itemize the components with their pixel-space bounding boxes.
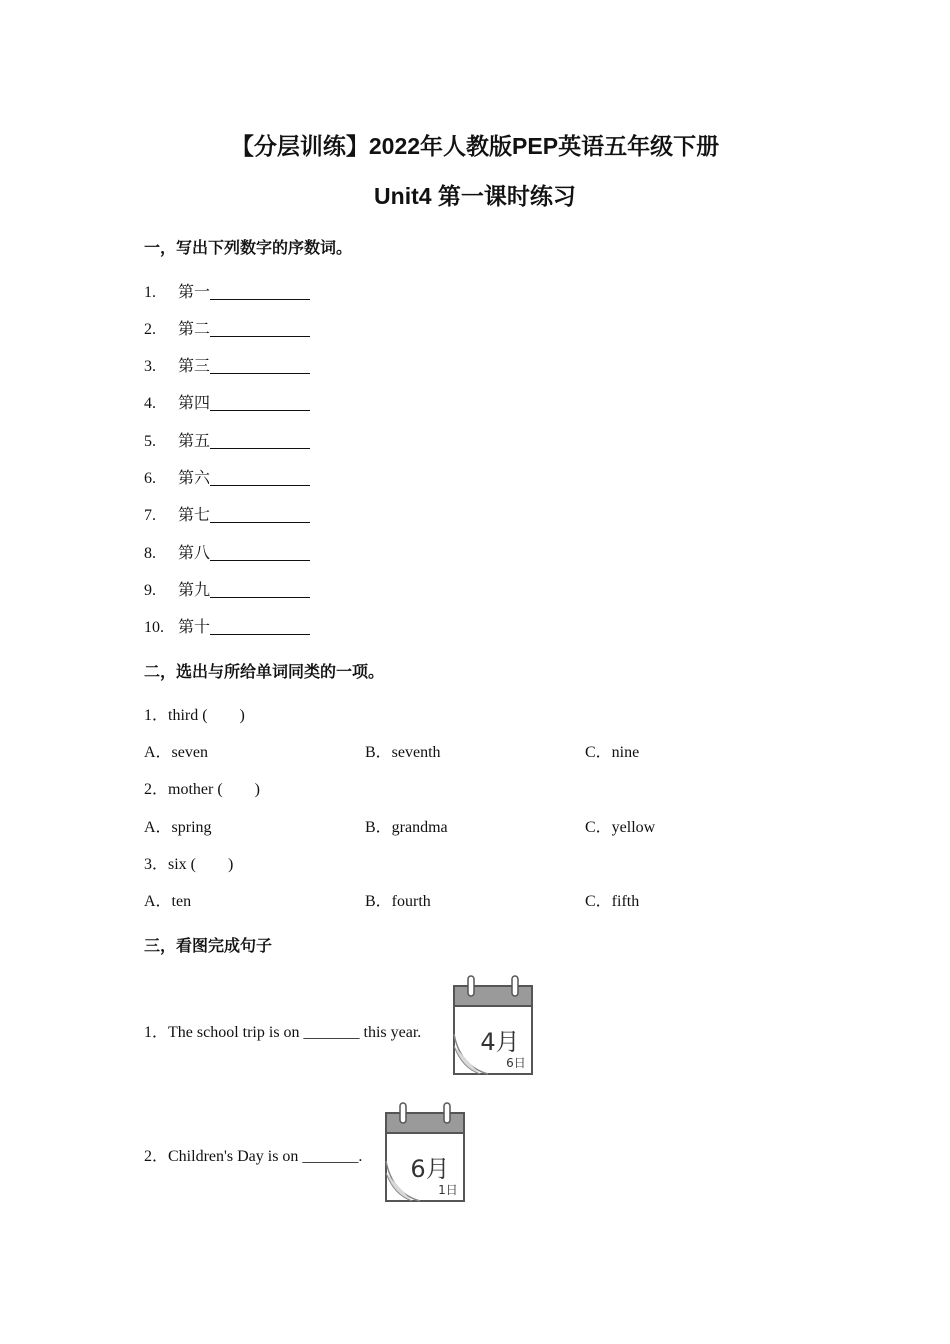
answer-blank[interactable] xyxy=(210,506,310,523)
option-b[interactable]: B．fourth xyxy=(365,893,431,910)
list-item: 6. 第六 xyxy=(144,465,310,488)
list-item: 2. 第二 xyxy=(144,316,310,339)
list-item: 5. 第五 xyxy=(144,428,310,451)
list-item: 1. 第一 xyxy=(144,279,310,302)
section-1-heading: 一，写出下列数字的序数词。 xyxy=(144,240,353,257)
answer-blank[interactable] xyxy=(210,618,310,635)
list-item: 8. 第八 xyxy=(144,540,310,563)
answer-blank[interactable] xyxy=(210,394,310,411)
option-a[interactable]: A．spring xyxy=(144,819,212,836)
page-subtitle: Unit4 第一课时练习 xyxy=(374,183,576,209)
calendar-icon xyxy=(384,1101,466,1203)
sentence-2: 2．Children's Day is on _______. xyxy=(144,1148,363,1165)
option-a[interactable]: A．ten xyxy=(144,893,192,910)
option-c[interactable]: C．nine xyxy=(585,744,640,761)
list-item: 4. 第四 xyxy=(144,390,310,413)
svg-text:6日: 6日 xyxy=(506,1056,526,1070)
sentence-1: 1．The school trip is on _______ this year. xyxy=(144,1024,422,1041)
list-item: 7. 第七 xyxy=(144,502,310,525)
list-item: 3. 第三 xyxy=(144,353,310,376)
answer-blank[interactable] xyxy=(210,357,310,374)
section-3-heading: 三，看图完成句子 xyxy=(144,938,273,955)
option-b[interactable]: B．grandma xyxy=(365,819,448,836)
page-title: 【分层训练】2022年人教版PEP英语五年级下册 xyxy=(230,133,720,159)
answer-blank[interactable] xyxy=(210,320,310,337)
option-c[interactable]: C．fifth xyxy=(585,893,640,910)
list-item: 10. 第十 xyxy=(144,614,310,637)
option-c[interactable]: C．yellow xyxy=(585,819,656,836)
option-a[interactable]: A．seven xyxy=(144,744,208,761)
answer-blank[interactable] xyxy=(210,544,310,561)
svg-text:1日: 1日 xyxy=(438,1183,458,1197)
question-stem: 2．mother ( ) xyxy=(144,781,260,798)
question-stem: 1．third ( ) xyxy=(144,707,245,724)
list-item: 9. 第九 xyxy=(144,577,310,600)
calendar-icon xyxy=(452,974,534,1076)
option-b[interactable]: B．seventh xyxy=(365,744,441,761)
svg-text:4月: 4月 xyxy=(480,1028,520,1056)
answer-blank[interactable] xyxy=(210,581,310,598)
question-stem: 3．six ( ) xyxy=(144,856,234,873)
answer-blank[interactable] xyxy=(210,469,310,486)
answer-blank[interactable] xyxy=(210,283,310,300)
answer-blank[interactable] xyxy=(210,432,310,449)
svg-text:6月: 6月 xyxy=(410,1155,450,1183)
section-2-heading: 二，选出与所给单词同类的一项。 xyxy=(144,664,385,681)
